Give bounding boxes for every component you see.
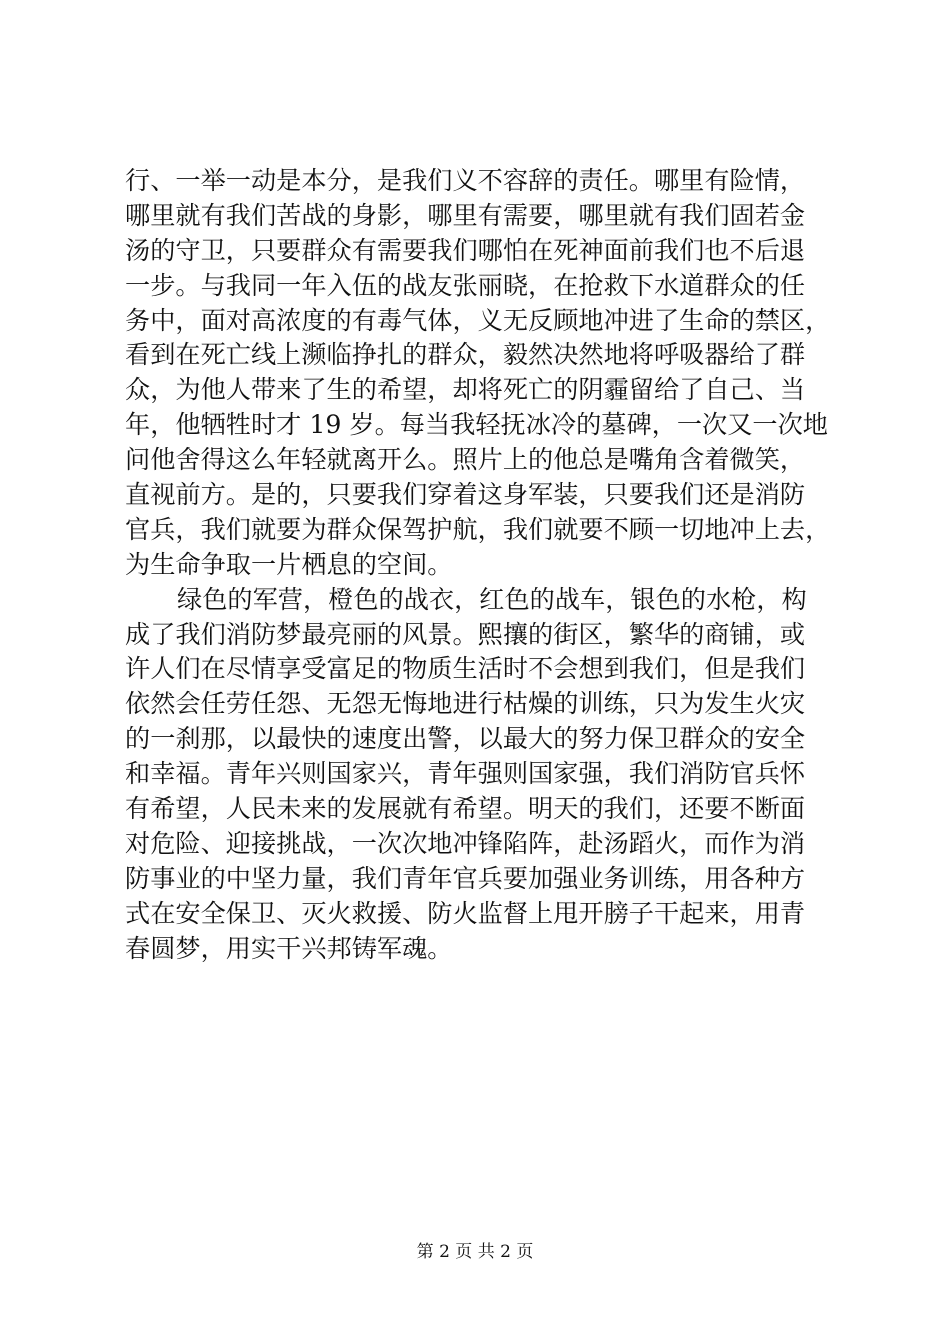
text-line: 年，他牺牲时才 19 岁。每当我轻抚冰冷的墓碑，一次又一次地 — [125, 410, 828, 440]
text-line: 依然会任劳任怨、无怨无悔地进行枯燥的训练，只为发生火灾 — [125, 689, 806, 719]
text-line: 一步。与我同一年入伍的战友张丽晓，在抢救下水道群众的任 — [125, 270, 806, 300]
text-line: 众，为他人带来了生的希望，却将死亡的阴霾留给了自己、当 — [125, 375, 806, 405]
text-line: 官兵，我们就要为群众保驾护航，我们就要不顾一切地冲上去， — [125, 514, 831, 544]
text-line: 为生命争取一片栖息的空间。 — [125, 549, 453, 579]
text-line: 有希望，人民未来的发展就有希望。明天的我们，还要不断面 — [125, 794, 806, 824]
text-line: 绿色的军营，橙色的战衣，红色的战车，银色的水枪，构 — [177, 584, 807, 614]
text-line: 春圆梦，用实干兴邦铸军魂。 — [125, 933, 453, 963]
text-line: 务中，面对高浓度的有毒气体，义无反顾地冲进了生命的禁区， — [125, 305, 831, 335]
text-line: 许人们在尽情享受富足的物质生活时不会想到我们，但是我们 — [125, 654, 806, 684]
text-line: 式在安全保卫、灭火救援、防火监督上甩开膀子干起来，用青 — [125, 898, 806, 928]
text-line: 直视前方。是的，只要我们穿着这身军装，只要我们还是消防 — [125, 480, 806, 510]
text-line: 防事业的中坚力量，我们青年官兵要加强业务训练，用各种方 — [125, 863, 806, 893]
text-line: 对危险、迎接挑战，一次次地冲锋陷阵，赴汤蹈火，而作为消 — [125, 828, 806, 858]
text-line: 哪里就有我们苦战的身影，哪里有需要，哪里就有我们固若金 — [125, 200, 806, 230]
text-line: 看到在死亡线上濒临挣扎的群众，毅然决然地将呼吸器给了群 — [125, 340, 806, 370]
text-line: 汤的守卫，只要群众有需要我们哪怕在死神面前我们也不后退 — [125, 235, 806, 265]
paragraph — [125, 164, 835, 583]
text-line: 成了我们消防梦最亮丽的风景。熙攘的街区，繁华的商铺，或 — [125, 619, 806, 649]
text-line: 问他舍得这么年轻就离开么。照片上的他总是嘴角含着微笑， — [125, 445, 806, 475]
text-line: 和幸福。青年兴则国家兴，青年强则国家强，我们消防官兵怀 — [125, 759, 806, 789]
paragraph — [125, 583, 835, 967]
text-line: 的一刹那，以最快的速度出警，以最大的努力保卫群众的安全 — [125, 724, 806, 754]
page-footer: 第 2 页 共 2 页 — [416, 1242, 534, 1262]
document-body — [125, 164, 835, 966]
text-line: 行、一举一动是本分，是我们义不容辞的责任。哪里有险情， — [125, 166, 806, 195]
